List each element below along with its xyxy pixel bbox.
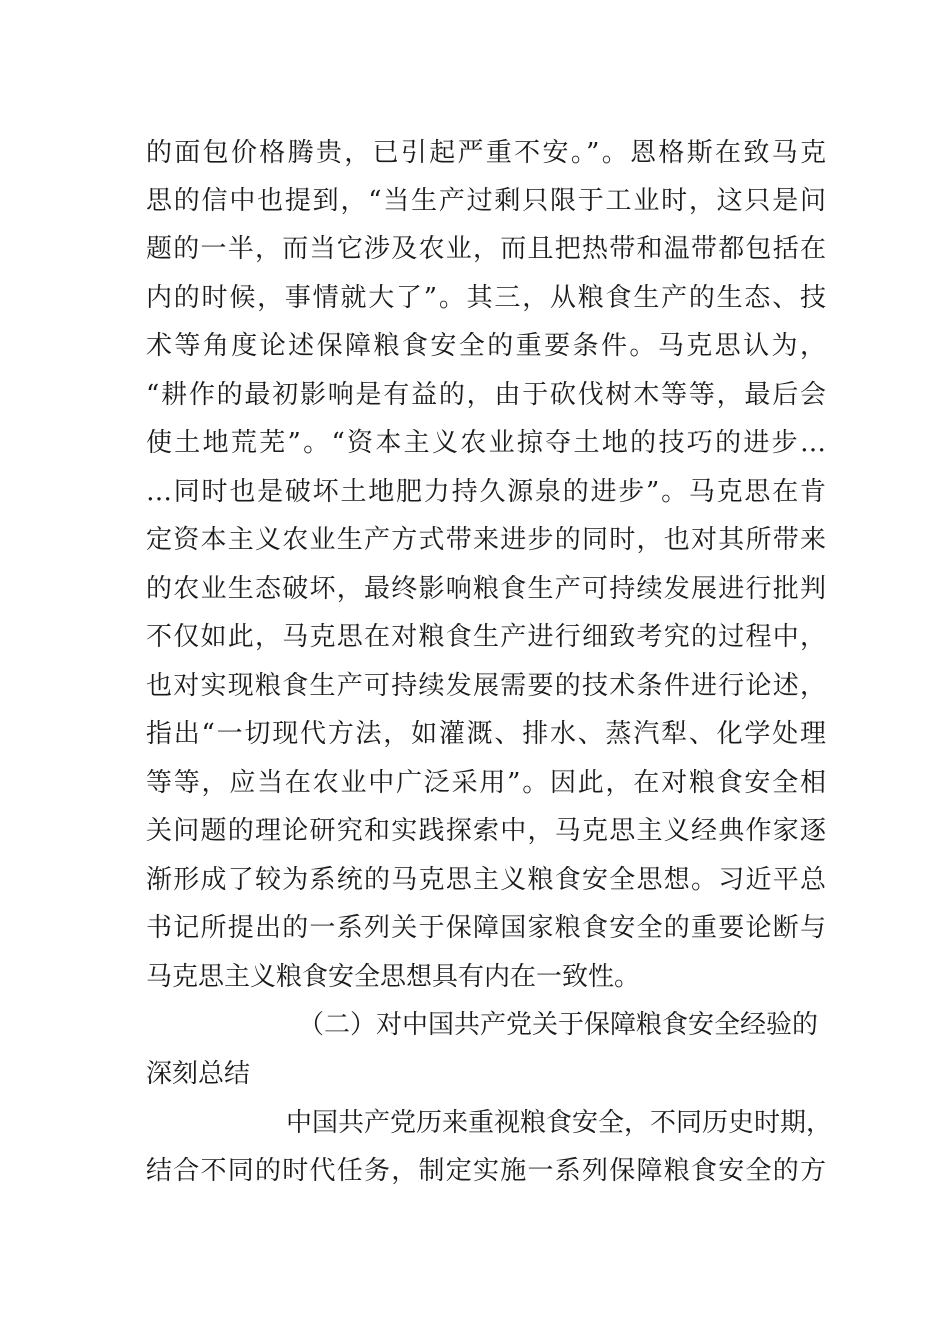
body-text-line: 马克思主义粮食安全思想具有内在一致性。 bbox=[146, 962, 641, 992]
body-text-line: 内的时候，事情就大了”。其三，从粮食生产的生态、技 bbox=[146, 283, 826, 313]
body-text-line: 结合不同的时代任务，制定实施一系列保障粮食安全的方 bbox=[146, 1156, 826, 1186]
body-text-line: 关问题的理论研究和实践探索中，马克思主义经典作家逐 bbox=[146, 816, 826, 846]
body-text-line: 定资本主义农业生产方式带来进步的同时，也对其所带来 bbox=[146, 525, 826, 555]
body-text-line: …同时也是破坏土地肥力持久源泉的进步”。马克思在肯 bbox=[146, 477, 826, 507]
body-text-line: 书记所提出的一系列关于保障国家粮食安全的重要论断与 bbox=[146, 913, 826, 943]
body-text-line: 渐形成了较为系统的马克思主义粮食安全思想。习近平总 bbox=[146, 865, 826, 895]
body-text-line: 使土地荒芜”。“资本主义农业掠夺土地的技巧的进步… bbox=[146, 428, 826, 458]
body-text-line: 术等角度论述保障粮食安全的重要条件。马克思认为， bbox=[146, 331, 826, 361]
body-text-line: 不仅如此，马克思在对粮食生产进行细致考究的过程中， bbox=[146, 622, 826, 652]
body-text-line: 中国共产党历来重视粮食安全，不同历史时期， bbox=[286, 1108, 833, 1138]
section-heading: （二）对中国共产党关于保障粮食安全经验的 bbox=[298, 1010, 819, 1040]
body-text-line: 题的一半，而当它涉及农业，而且把热带和温带都包括在 bbox=[146, 234, 826, 264]
body-text-line: 思的信中也提到，“当生产过剩只限于工业时，这只是问 bbox=[146, 186, 826, 216]
body-text-line: 指出“一切现代方法，如灌溉、排水、蒸汽犁、化学处理 bbox=[146, 719, 826, 749]
body-text-line: 也对实现粮食生产可持续发展需要的技术条件进行论述， bbox=[146, 671, 826, 701]
body-text-line: “耕作的最初影响是有益的，由于砍伐树木等等，最后会 bbox=[146, 380, 826, 410]
body-text-line: 的农业生态破坏，最终影响粮食生产可持续发展进行批判 bbox=[146, 574, 826, 604]
body-text-line: 的面包价格腾贵，已引起严重不安。”。恩格斯在致马克 bbox=[146, 138, 826, 168]
section-heading-continued: 深刻总结 bbox=[146, 1059, 251, 1089]
body-text-line: 等等，应当在农业中广泛采用”。因此，在对粮食安全相 bbox=[146, 768, 826, 798]
